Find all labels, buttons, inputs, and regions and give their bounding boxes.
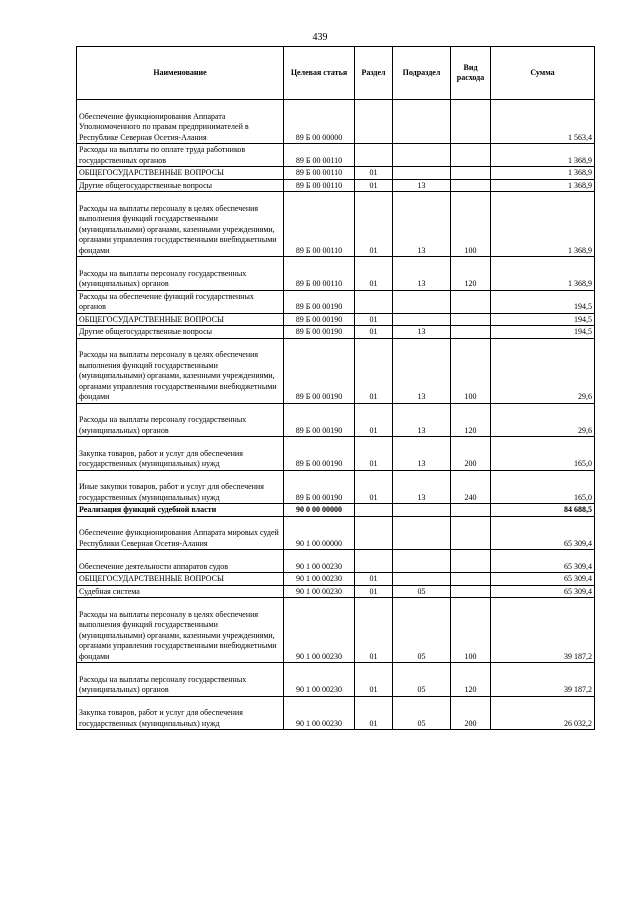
header-expense: Вид расхода [451, 47, 491, 100]
cell-sum: 29,6 [491, 338, 595, 403]
table-row [77, 573, 595, 586]
cell-target: 89 Б 00 00190 [284, 326, 355, 339]
cell-target: 90 1 00 00230 [284, 550, 355, 573]
table-row [77, 179, 595, 192]
cell-sum: 194,5 [491, 326, 595, 339]
cell-sum: 165,0 [491, 470, 595, 504]
cell-name: Расходы на выплаты персоналу государственных (муниципальных) органов [77, 257, 284, 291]
cell-target: 89 Б 00 00110 [284, 257, 355, 291]
cell-section [355, 516, 393, 550]
cell-section [355, 144, 393, 167]
cell-expense [451, 585, 491, 598]
table-row [77, 663, 595, 697]
cell-expense: 100 [451, 338, 491, 403]
cell-sum: 26 032,2 [491, 696, 595, 730]
cell-target: 89 Б 00 00190 [284, 470, 355, 504]
cell-name: Расходы на выплаты персоналу в целях обеспечения выполнения функций государственными (муниципальными) органами, казенными учреждениями, органами управления государственными внебюджетными фондами [77, 192, 284, 257]
table-row [77, 470, 595, 504]
cell-target: 89 Б 00 00110 [284, 192, 355, 257]
cell-section: 01 [355, 257, 393, 291]
table-row [77, 598, 595, 663]
table-row [77, 403, 595, 437]
cell-section: 01 [355, 696, 393, 730]
cell-name: ОБЩЕГОСУДАРСТВЕННЫЕ ВОПРОСЫ [77, 167, 284, 180]
cell-section: 01 [355, 470, 393, 504]
cell-subsection: 13 [393, 437, 451, 471]
cell-name: ОБЩЕГОСУДАРСТВЕННЫЕ ВОПРОСЫ [77, 573, 284, 586]
cell-expense [451, 550, 491, 573]
table-header-row [77, 47, 595, 100]
cell-name: Иные закупки товаров, работ и услуг для обеспечения государственных (муниципальных) нужд [77, 470, 284, 504]
cell-expense [451, 179, 491, 192]
cell-name: Расходы на выплаты персоналу государственных (муниципальных) органов [77, 403, 284, 437]
table-row [77, 516, 595, 550]
cell-target: 89 Б 00 00110 [284, 144, 355, 167]
cell-subsection [393, 313, 451, 326]
cell-section [355, 504, 393, 517]
cell-target: 90 1 00 00230 [284, 598, 355, 663]
cell-section: 01 [355, 313, 393, 326]
cell-section: 01 [355, 179, 393, 192]
cell-section: 01 [355, 585, 393, 598]
cell-name: ОБЩЕГОСУДАРСТВЕННЫЕ ВОПРОСЫ [77, 313, 284, 326]
cell-expense: 120 [451, 257, 491, 291]
cell-target: 89 Б 00 00110 [284, 179, 355, 192]
cell-target: 89 Б 00 00190 [284, 403, 355, 437]
cell-subsection: 13 [393, 257, 451, 291]
table-row [77, 290, 595, 313]
cell-section: 01 [355, 663, 393, 697]
cell-expense [451, 290, 491, 313]
cell-subsection [393, 144, 451, 167]
cell-sum: 1 368,9 [491, 192, 595, 257]
table-row [77, 167, 595, 180]
cell-subsection [393, 550, 451, 573]
cell-sum: 1 368,9 [491, 257, 595, 291]
cell-subsection [393, 573, 451, 586]
cell-section [355, 550, 393, 573]
cell-name: Закупка товаров, работ и услуг для обеспечения государственных (муниципальных) нужд [77, 696, 284, 730]
budget-table [76, 46, 595, 730]
cell-sum: 194,5 [491, 313, 595, 326]
cell-name: Обеспечение функционирования Аппарата Уполномоченного по правам предпринимателей в Республике Северная Осетия-Алания [77, 100, 284, 144]
cell-subsection: 13 [393, 179, 451, 192]
cell-subsection: 13 [393, 338, 451, 403]
cell-name: Другие общегосударственные вопросы [77, 179, 284, 192]
cell-sum: 1 368,9 [491, 144, 595, 167]
cell-name: Расходы на выплаты персоналу государственных (муниципальных) органов [77, 663, 284, 697]
cell-target: 89 Б 00 00190 [284, 437, 355, 471]
cell-sum: 39 187,2 [491, 663, 595, 697]
cell-name: Другие общегосударственные вопросы [77, 326, 284, 339]
cell-expense: 100 [451, 192, 491, 257]
cell-sum: 65 309,4 [491, 573, 595, 586]
cell-subsection: 13 [393, 470, 451, 504]
cell-subsection [393, 167, 451, 180]
cell-expense [451, 313, 491, 326]
cell-expense [451, 516, 491, 550]
cell-target: 89 Б 00 00190 [284, 338, 355, 403]
cell-target: 89 Б 00 00190 [284, 313, 355, 326]
table-row [77, 313, 595, 326]
cell-target: 90 1 00 00230 [284, 696, 355, 730]
cell-expense: 120 [451, 663, 491, 697]
cell-target: 90 1 00 00230 [284, 663, 355, 697]
cell-expense: 100 [451, 598, 491, 663]
cell-sum: 65 309,4 [491, 516, 595, 550]
cell-section: 01 [355, 573, 393, 586]
cell-target: 90 1 00 00000 [284, 516, 355, 550]
cell-expense: 120 [451, 403, 491, 437]
cell-subsection: 05 [393, 598, 451, 663]
cell-name: Реализация функций судебной власти [77, 504, 284, 517]
cell-target: 90 1 00 00230 [284, 573, 355, 586]
cell-target: 90 0 00 00000 [284, 504, 355, 517]
cell-name: Расходы на выплаты по оплате труда работников государственных органов [77, 144, 284, 167]
cell-expense: 200 [451, 696, 491, 730]
cell-name: Обеспечение деятельности аппаратов судов [77, 550, 284, 573]
cell-sum: 65 309,4 [491, 550, 595, 573]
cell-expense: 240 [451, 470, 491, 504]
cell-expense [451, 167, 491, 180]
cell-name: Закупка товаров, работ и услуг для обеспечения государственных (муниципальных) нужд [77, 437, 284, 471]
cell-expense: 200 [451, 437, 491, 471]
cell-subsection: 05 [393, 696, 451, 730]
table-row [77, 338, 595, 403]
page-number: 439 [312, 32, 328, 43]
table-row [77, 504, 595, 517]
table-row [77, 696, 595, 730]
table-row [77, 100, 595, 144]
header-section: Раздел [355, 47, 393, 100]
table-row [77, 144, 595, 167]
table-row [77, 550, 595, 573]
cell-section: 01 [355, 326, 393, 339]
cell-subsection: 13 [393, 326, 451, 339]
cell-sum: 165,0 [491, 437, 595, 471]
cell-section: 01 [355, 192, 393, 257]
cell-subsection [393, 516, 451, 550]
cell-section [355, 100, 393, 144]
cell-subsection: 05 [393, 585, 451, 598]
cell-subsection: 13 [393, 192, 451, 257]
cell-name: Обеспечение функционирования Аппарата мировых судей Республики Северная Осетия-Алания [77, 516, 284, 550]
header-target: Целевая статья [284, 47, 355, 100]
header-subsection: Подраздел [393, 47, 451, 100]
cell-section [355, 290, 393, 313]
cell-section: 01 [355, 338, 393, 403]
cell-section: 01 [355, 403, 393, 437]
cell-section: 01 [355, 437, 393, 471]
cell-expense [451, 573, 491, 586]
table-row [77, 257, 595, 291]
cell-expense [451, 504, 491, 517]
cell-subsection [393, 504, 451, 517]
cell-section: 01 [355, 598, 393, 663]
cell-expense [451, 326, 491, 339]
cell-name: Судебная система [77, 585, 284, 598]
table-row [77, 326, 595, 339]
cell-sum: 1 563,4 [491, 100, 595, 144]
cell-sum: 84 688,5 [491, 504, 595, 517]
cell-sum: 194,5 [491, 290, 595, 313]
cell-sum: 29,6 [491, 403, 595, 437]
cell-subsection: 13 [393, 403, 451, 437]
cell-name: Расходы на выплаты персоналу в целях обеспечения выполнения функций государственными (муниципальными) органами, казенными учреждениями, органами управления государственными внебюджетными фондами [77, 598, 284, 663]
cell-sum: 1 368,9 [491, 179, 595, 192]
cell-subsection [393, 290, 451, 313]
cell-expense [451, 100, 491, 144]
cell-target: 89 Б 00 00110 [284, 167, 355, 180]
cell-subsection: 05 [393, 663, 451, 697]
cell-sum: 65 309,4 [491, 585, 595, 598]
cell-sum: 1 368,9 [491, 167, 595, 180]
cell-target: 89 Б 00 00190 [284, 290, 355, 313]
cell-name: Расходы на выплаты персоналу в целях обеспечения выполнения функций государственными (муниципальными) органами, казенными учреждениями, органами управления государственными внебюджетными фондами [77, 338, 284, 403]
header-sum: Сумма [491, 47, 595, 100]
cell-subsection [393, 100, 451, 144]
header-name: Наименование [77, 47, 284, 100]
cell-target: 90 1 00 00230 [284, 585, 355, 598]
table-row [77, 437, 595, 471]
cell-expense [451, 144, 491, 167]
cell-section: 01 [355, 167, 393, 180]
cell-target: 89 Б 00 00000 [284, 100, 355, 144]
table-row [77, 585, 595, 598]
cell-name: Расходы на обеспечение функций государственных органов [77, 290, 284, 313]
cell-sum: 39 187,2 [491, 598, 595, 663]
table-row [77, 192, 595, 257]
